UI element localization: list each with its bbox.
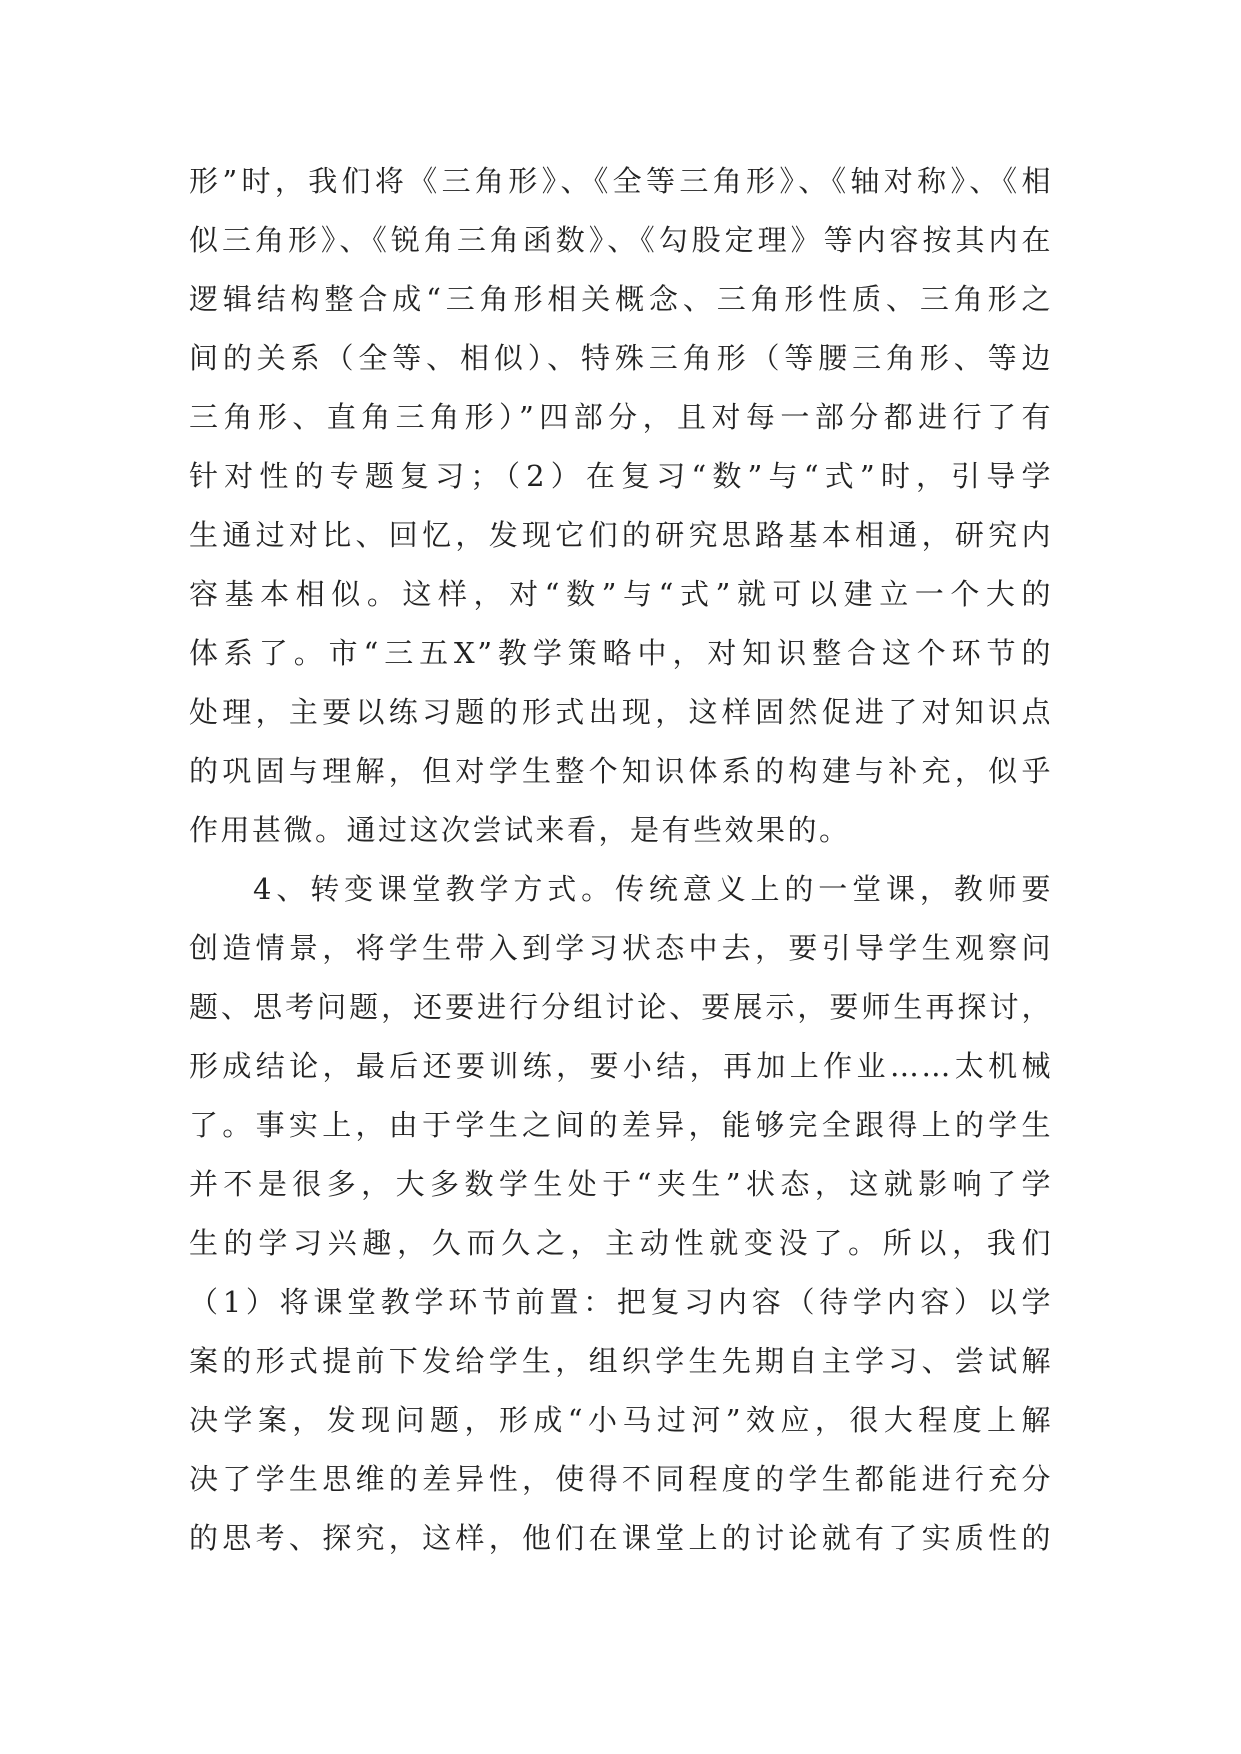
text-line: （1）将课堂教学环节前置：把复习内容（待学内容）以学 (189, 1285, 1053, 1319)
text-line: 形”时，我们将《三角形》、《全等三角形》、《轴对称》、《相 (189, 164, 1053, 198)
text-line: 逻辑结构整合成“三角形相关概念、三角形性质、三角形之 (189, 282, 1053, 316)
text-line: 决了学生思维的差异性，使得不同程度的学生都能进行充分 (189, 1462, 1053, 1496)
text-line: 三角形、直角三角形）”四部分，且对每一部分都进行了有 (189, 400, 1053, 434)
text-line: 间的关系（全等、相似）、特殊三角形（等腰三角形、等边 (189, 341, 1053, 375)
text-line: 处理，主要以练习题的形式出现，这样固然促进了对知识点 (189, 695, 1053, 729)
text-line: 4、转变课堂教学方式。传统意义上的一堂课，教师要 (253, 872, 1053, 906)
text-line: 容基本相似。这样，对“数”与“式”就可以建立一个大的 (189, 577, 1053, 611)
text-line: 了。事实上，由于学生之间的差异，能够完全跟得上的学生 (189, 1108, 1053, 1142)
text-line: 作用甚微。通过这次尝试来看，是有些效果的。 (189, 813, 851, 847)
text-line: 生通过对比、回忆，发现它们的研究思路基本相通，研究内 (189, 518, 1053, 552)
text-line: 似三角形》、《锐角三角函数》、《勾股定理》等内容按其内在 (189, 223, 1053, 257)
text-line: 并不是很多，大多数学生处于“夹生”状态，这就影响了学 (189, 1167, 1053, 1201)
text-line: 的巩固与理解，但对学生整个知识体系的构建与补充，似乎 (189, 754, 1053, 788)
text-line: 生的学习兴趣，久而久之，主动性就变没了。所以，我们 (189, 1226, 1053, 1260)
text-line: 创造情景，将学生带入到学习状态中去，要引导学生观察问 (189, 931, 1053, 965)
text-line: 案的形式提前下发给学生，组织学生先期自主学习、尝试解 (189, 1344, 1053, 1378)
body-text (189, 152, 1053, 1568)
paragraph-1 (189, 152, 1053, 860)
text-line: 的思考、探究，这样，他们在课堂上的讨论就有了实质性的 (189, 1521, 1053, 1555)
text-line: 形成结论，最后还要训练，要小结，再加上作业……太机械 (189, 1049, 1053, 1083)
text-line: 题、思考问题，还要进行分组讨论、要展示，要师生再探讨， (189, 990, 1053, 1024)
text-line: 针对性的专题复习；（2）在复习“数”与“式”时，引导学 (189, 459, 1053, 493)
text-line: 体系了。市“三五X”教学策略中，对知识整合这个环节的 (189, 636, 1053, 670)
paragraph-2 (189, 860, 1053, 1568)
text-line: 决学案，发现问题，形成“小马过河”效应，很大程度上解 (189, 1403, 1053, 1437)
